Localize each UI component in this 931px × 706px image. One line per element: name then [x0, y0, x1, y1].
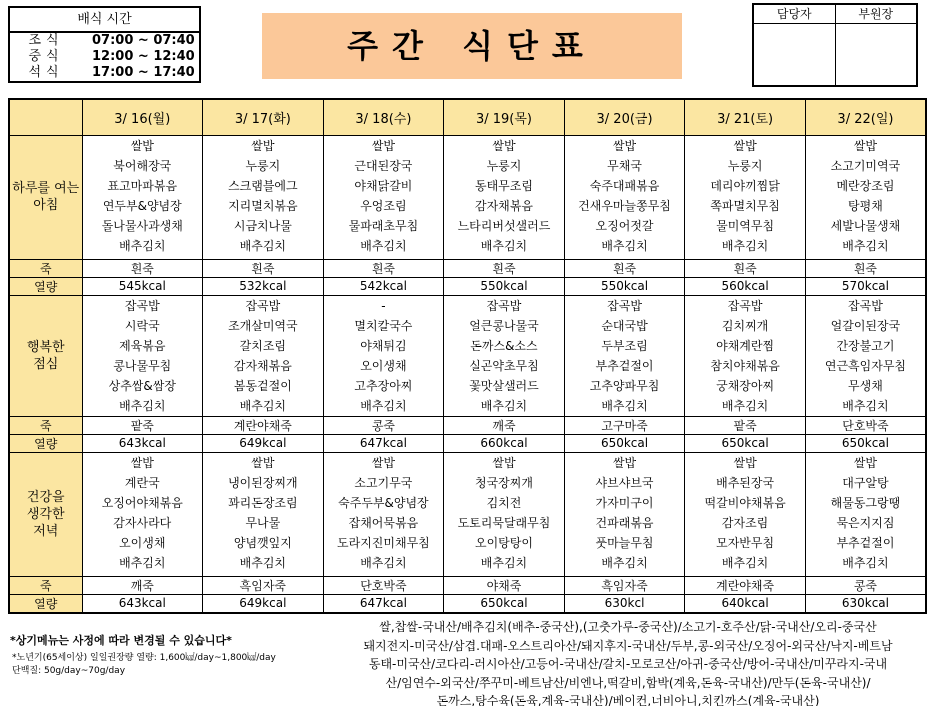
menu-item: 청국장찌개	[474, 475, 533, 490]
menu-item: 시금치나물	[233, 218, 292, 233]
menu-item: 김치찌개	[721, 318, 769, 333]
kcal-cell: 650kcal	[805, 434, 926, 452]
serving-time: 12:00 ~ 12:40	[92, 49, 195, 64]
menu-item: 고추장아찌	[354, 378, 413, 393]
day-header: 3/ 17(화)	[203, 99, 324, 135]
kcal-label: 열량	[9, 277, 82, 295]
approval-header: 담당자	[754, 5, 835, 24]
menu-cell	[444, 295, 565, 416]
menu-item: 잡곡밥	[727, 298, 763, 313]
day-header: 3/ 21(토)	[685, 99, 806, 135]
menu-item: 스크램블에그	[228, 178, 298, 193]
menu-cell	[805, 452, 926, 576]
menu-cell	[564, 452, 685, 576]
menu-item: 오이생채	[360, 358, 407, 373]
porridge-cell: 흰죽	[685, 259, 806, 277]
menu-item: 배추김치	[239, 238, 287, 253]
menu-item: 숙주두부&양념장	[338, 495, 429, 510]
menu-item: 간장불고기	[836, 338, 895, 353]
porridge-cell: 고구마죽	[564, 416, 685, 434]
menu-cell	[564, 295, 685, 416]
weekly-menu-table	[8, 98, 927, 614]
menu-item: 쌀밥	[251, 138, 275, 153]
menu-item: 쌀밥	[733, 138, 757, 153]
menu-item: 떡갈비야채볶음	[704, 495, 786, 510]
menu-item: 쌀밥	[251, 455, 275, 470]
porridge-label: 죽	[9, 576, 82, 594]
change-notice: *상기메뉴는 사정에 따라 변경될 수 있습니다*	[10, 634, 232, 647]
menu-item: 오이생채	[119, 535, 166, 550]
menu-item: 잡곡밥	[124, 298, 160, 313]
menu-item: 쌀밥	[130, 138, 154, 153]
porridge-cell: 흰죽	[444, 259, 565, 277]
menu-item: 풋마늘무침	[595, 535, 654, 550]
menu-item: 무생채	[848, 378, 883, 393]
menu-item: 배추김치	[721, 555, 769, 570]
menu-item: 쌀밥	[733, 455, 757, 470]
menu-item: 메란장조림	[836, 178, 895, 193]
kcal-cell: 570kcal	[805, 277, 926, 295]
menu-cell	[685, 452, 806, 576]
menu-item: 쌀밥	[612, 455, 637, 470]
porridge-cell: 계란야채죽	[203, 416, 324, 434]
serving-row-breakfast	[10, 33, 199, 49]
kcal-label: 열량	[9, 434, 82, 452]
porridge-cell: 야채죽	[444, 576, 565, 594]
menu-item: 계란국	[124, 475, 160, 490]
day-header: 3/ 19(목)	[444, 99, 565, 135]
menu-item: 얼갈이된장국	[830, 318, 901, 333]
menu-item: 소고기무국	[354, 475, 413, 490]
origin-line: 동태-미국산/코다리-러시아산/고등어-국내산/갈치-모로코산/아귀-중국산/방어-국내산/미꾸라지-국내	[368, 657, 888, 671]
porridge-cell: 단호박죽	[805, 416, 926, 434]
menu-item: 잡곡밥	[486, 298, 522, 313]
menu-item: 건새우마늘쫑무침	[578, 198, 671, 213]
menu-item: 배추김치	[721, 398, 769, 413]
serving-label: 석식	[28, 65, 64, 80]
menu-table-body	[9, 99, 926, 613]
porridge-cell: 깨죽	[444, 416, 565, 434]
kcal-cell: 542kcal	[323, 277, 444, 295]
menu-item: 물파래초무침	[348, 218, 419, 233]
lunch-label: 행복한 점심	[9, 295, 82, 416]
menu-item: 가자미구이	[595, 495, 654, 510]
menu-item: 쌀밥	[371, 455, 395, 470]
menu-item: 배추김치	[360, 238, 407, 253]
kcal-cell: 647kcal	[323, 594, 444, 613]
serving-label: 중식	[28, 49, 64, 64]
menu-item: 돈까스&소스	[470, 338, 538, 353]
menu-item: 건파래볶음	[595, 515, 654, 530]
porridge-cell: 콩죽	[805, 576, 926, 594]
kcal-cell: 643kcal	[82, 594, 203, 613]
menu-item: 배추김치	[119, 398, 166, 413]
menu-cell	[323, 135, 444, 259]
menu-item: 야채계란찜	[716, 338, 775, 353]
signature-area[interactable]	[836, 24, 917, 85]
kcal-cell: 550kcal	[444, 277, 565, 295]
menu-item: 연두부&양념장	[102, 198, 182, 213]
menu-item: 배추김치	[119, 238, 166, 253]
menu-item: 잡채어묵볶음	[348, 515, 419, 530]
menu-item: 배추김치	[239, 398, 287, 413]
menu-item: 배추김치	[842, 238, 889, 253]
menu-item: 오이탕탕이	[474, 535, 533, 550]
porridge-cell: 흑임자죽	[564, 576, 685, 594]
menu-item: 부추겉절이	[836, 535, 895, 550]
menu-item: 제육볶음	[119, 338, 166, 353]
kcal-cell: 660kcal	[444, 434, 565, 452]
menu-cell	[805, 135, 926, 259]
menu-item: 궁채장아찌	[716, 378, 775, 393]
recommendation-line: *노년기(65세이상) 일일권장량 열량: 1,600㎉/day~1,800㎉/day	[12, 653, 276, 663]
porridge-cell: 흰죽	[805, 259, 926, 277]
menu-item: 상추쌈&쌈장	[108, 378, 176, 393]
menu-cell	[82, 452, 203, 576]
porridge-cell: 단호박죽	[323, 576, 444, 594]
menu-item: 우엉조림	[360, 198, 407, 213]
serving-time-box	[8, 6, 201, 83]
menu-cell	[82, 295, 203, 416]
menu-cell	[323, 452, 444, 576]
menu-item: 모자반무침	[716, 535, 775, 550]
menu-item: 숙주대패볶음	[589, 178, 660, 193]
menu-item: 잡곡밥	[848, 298, 883, 313]
menu-item: 동태무조림	[474, 178, 533, 193]
day-header: 3/ 22(일)	[805, 99, 926, 135]
menu-item: 샤브샤브국	[595, 475, 654, 490]
kcal-cell: 630kcl	[564, 594, 685, 613]
menu-item: 탕평채	[848, 198, 883, 213]
menu-item: 배추김치	[360, 555, 407, 570]
day-header: 3/ 18(수)	[323, 99, 444, 135]
kcal-cell: 532kcal	[203, 277, 324, 295]
menu-item: 배추김치	[842, 398, 889, 413]
kcal-cell: 560kcal	[685, 277, 806, 295]
porridge-cell: 흰죽	[203, 259, 324, 277]
porridge-cell: 흑임자죽	[203, 576, 324, 594]
menu-item: 감자채볶음	[233, 358, 292, 373]
menu-item: 꽃맛살샐러드	[469, 378, 539, 393]
origin-line: 돈까스,탕수육(돈육,계육-국내산)/베이컨,너비아니,치킨까스(계육-국내산)	[436, 694, 820, 706]
menu-item: 배추된장국	[716, 475, 775, 490]
porridge-cell: 콩죽	[323, 416, 444, 434]
menu-item: 누룽지	[727, 158, 763, 173]
kcal-cell: 545kcal	[82, 277, 203, 295]
kcal-cell: 550kcal	[564, 277, 685, 295]
menu-item: 누룽지	[486, 158, 522, 173]
porridge-cell: 흰죽	[82, 259, 203, 277]
serving-row-dinner	[10, 65, 199, 81]
day-header: 3/ 20(금)	[564, 99, 685, 135]
dinner-label: 건강을 생각한 저녁	[9, 452, 82, 576]
porridge-label: 죽	[9, 259, 82, 277]
menu-item: 쌀밥	[853, 138, 878, 153]
serving-time: 07:00 ~ 07:40	[92, 33, 195, 48]
origin-line: 쌀,찹쌀-국내산/배추김치(배추-중국산),(고춧가루-중국산)/소고기-호주산/닭-국내산/오리-중국산	[379, 620, 877, 634]
menu-item: 감자채볶음	[474, 198, 533, 213]
page-title: 주간 식단표	[262, 13, 682, 79]
serving-row-lunch	[10, 49, 199, 65]
day-header: 3/ 16(월)	[82, 99, 203, 135]
menu-item: 멸치칼국수	[354, 318, 413, 333]
kcal-cell: 649kcal	[203, 434, 324, 452]
menu-item: 쪽파멸치무침	[710, 198, 780, 213]
porridge-label: 죽	[9, 416, 82, 434]
menu-item: 배추김치	[601, 238, 648, 253]
menu-item: 오징어야채볶음	[101, 495, 183, 510]
menu-item: 고추양파무침	[589, 378, 660, 393]
porridge-cell: 팥죽	[685, 416, 806, 434]
menu-item: 쌀밥	[371, 138, 395, 153]
menu-item: 쌀밥	[853, 455, 878, 470]
origin-info	[328, 618, 928, 706]
menu-item: 참치야채볶음	[710, 358, 780, 373]
menu-item: 두부조림	[601, 338, 648, 353]
menu-item: 누룽지	[245, 158, 281, 173]
menu-item: 배추김치	[480, 398, 528, 413]
menu-item: 배추김치	[601, 398, 648, 413]
menu-item: 감자조림	[721, 515, 769, 530]
menu-item: 봄동겉절이	[233, 378, 292, 393]
origin-line: 돼지전지-미국산/삼겹.대패-오스트리아산/돼지후지-국내산/두부,콩-외국산/오징어-외국산/낙지-베트남	[363, 638, 893, 653]
menu-item: 배추김치	[480, 555, 528, 570]
menu-item: 냉이된장찌개	[228, 475, 298, 490]
signature-area[interactable]	[754, 24, 835, 85]
menu-cell	[323, 295, 444, 416]
kcal-cell: 640kcal	[685, 594, 806, 613]
menu-item: 도라지진미채무침	[337, 535, 430, 550]
menu-item: 데리야끼찜닭	[710, 178, 780, 193]
origin-line: 산/임연수-외국산/쭈꾸미-베트남산/비엔나,떡갈비,함박(계육,돈육-국내산)/만두(돈육-국내산)/	[385, 675, 871, 690]
menu-item: 배추김치	[842, 555, 889, 570]
porridge-cell: 흰죽	[323, 259, 444, 277]
porridge-cell: 흰죽	[564, 259, 685, 277]
kcal-label: 열량	[9, 594, 82, 613]
menu-item: 묵은지지짐	[836, 515, 895, 530]
menu-item: 배추김치	[480, 238, 528, 253]
menu-item: 배추김치	[601, 555, 648, 570]
menu-item: 양념깻잎지	[233, 535, 292, 550]
menu-item: 쌀밥	[492, 455, 516, 470]
menu-item: 물미역무침	[716, 218, 775, 233]
porridge-cell: 깨죽	[82, 576, 203, 594]
menu-item: 쌀밥	[492, 138, 516, 153]
menu-item: 배추김치	[360, 398, 407, 413]
corner-cell	[9, 99, 82, 135]
menu-item: 순대국밥	[601, 318, 648, 333]
menu-item: 세발나물생채	[830, 218, 901, 233]
menu-item: 배추김치	[119, 555, 166, 570]
serving-time-title: 배식 시간	[10, 8, 199, 33]
menu-item: 대구알탕	[842, 475, 889, 490]
menu-item: 무채국	[607, 158, 642, 173]
menu-item: 야채튀김	[360, 338, 407, 353]
menu-item: -	[381, 298, 386, 313]
menu-item: 얼큰콩나물국	[469, 318, 539, 333]
menu-cell	[685, 135, 806, 259]
menu-item: 배추김치	[239, 555, 287, 570]
menu-item: 콩나물무침	[113, 358, 172, 373]
approval-column	[835, 5, 917, 85]
menu-item: 돌나물사과생채	[101, 218, 183, 233]
menu-cell	[444, 452, 565, 576]
recommendation-line: 단백질: 50g/day~70g/day	[12, 666, 126, 676]
menu-item: 쌀밥	[130, 455, 154, 470]
menu-item: 잡곡밥	[245, 298, 281, 313]
approval-column	[754, 5, 835, 85]
menu-item: 부추겉절이	[595, 358, 654, 373]
recommendation-note	[12, 652, 276, 678]
menu-item: 시락국	[124, 318, 160, 333]
menu-item: 연근흑임자무침	[824, 358, 907, 373]
menu-cell	[564, 135, 685, 259]
kcal-cell: 650kcal	[444, 594, 565, 613]
menu-item: 도토리묵달래무침	[457, 515, 551, 530]
menu-item: 갈치조림	[239, 338, 287, 353]
approval-box	[752, 3, 918, 87]
menu-item: 지리멸치볶음	[228, 198, 298, 213]
menu-item: 조개살미역국	[228, 318, 298, 333]
menu-item: 배추김치	[721, 238, 769, 253]
kcal-cell: 643kcal	[82, 434, 203, 452]
kcal-cell: 650kcal	[685, 434, 806, 452]
kcal-cell: 647kcal	[323, 434, 444, 452]
menu-item: 실곤약초무침	[469, 358, 539, 373]
menu-cell	[82, 135, 203, 259]
serving-label: 조식	[28, 33, 64, 48]
menu-item: 북어해장국	[113, 158, 172, 173]
menu-item: 김치전	[486, 495, 522, 510]
menu-item: 오징어젓갈	[595, 218, 654, 233]
breakfast-label: 하루를 여는 아침	[9, 135, 82, 259]
menu-item: 느타리버섯샐러드	[457, 218, 551, 233]
porridge-cell: 팥죽	[82, 416, 203, 434]
menu-cell	[203, 295, 324, 416]
menu-item: 꽈리돈장조림	[228, 495, 298, 510]
menu-cell	[203, 135, 324, 259]
menu-item: 소고기미역국	[830, 158, 901, 173]
menu-item: 근대된장국	[354, 158, 413, 173]
menu-cell	[444, 135, 565, 259]
kcal-cell: 650kcal	[564, 434, 685, 452]
kcal-cell: 630kcal	[805, 594, 926, 613]
approval-header: 부원장	[836, 5, 917, 24]
menu-item: 해물동그랑땡	[830, 495, 901, 510]
porridge-cell: 계란야채죽	[685, 576, 806, 594]
menu-item: 잡곡밥	[607, 298, 642, 313]
menu-cell	[805, 295, 926, 416]
menu-cell	[203, 452, 324, 576]
menu-item: 감자사라다	[113, 515, 172, 530]
menu-item: 쌀밥	[612, 138, 637, 153]
menu-cell	[685, 295, 806, 416]
kcal-cell: 649kcal	[203, 594, 324, 613]
menu-item: 야채닭갈비	[354, 178, 413, 193]
serving-time: 17:00 ~ 17:40	[92, 65, 195, 80]
menu-item: 표고마파볶음	[107, 178, 178, 193]
menu-item: 무나물	[245, 515, 281, 530]
